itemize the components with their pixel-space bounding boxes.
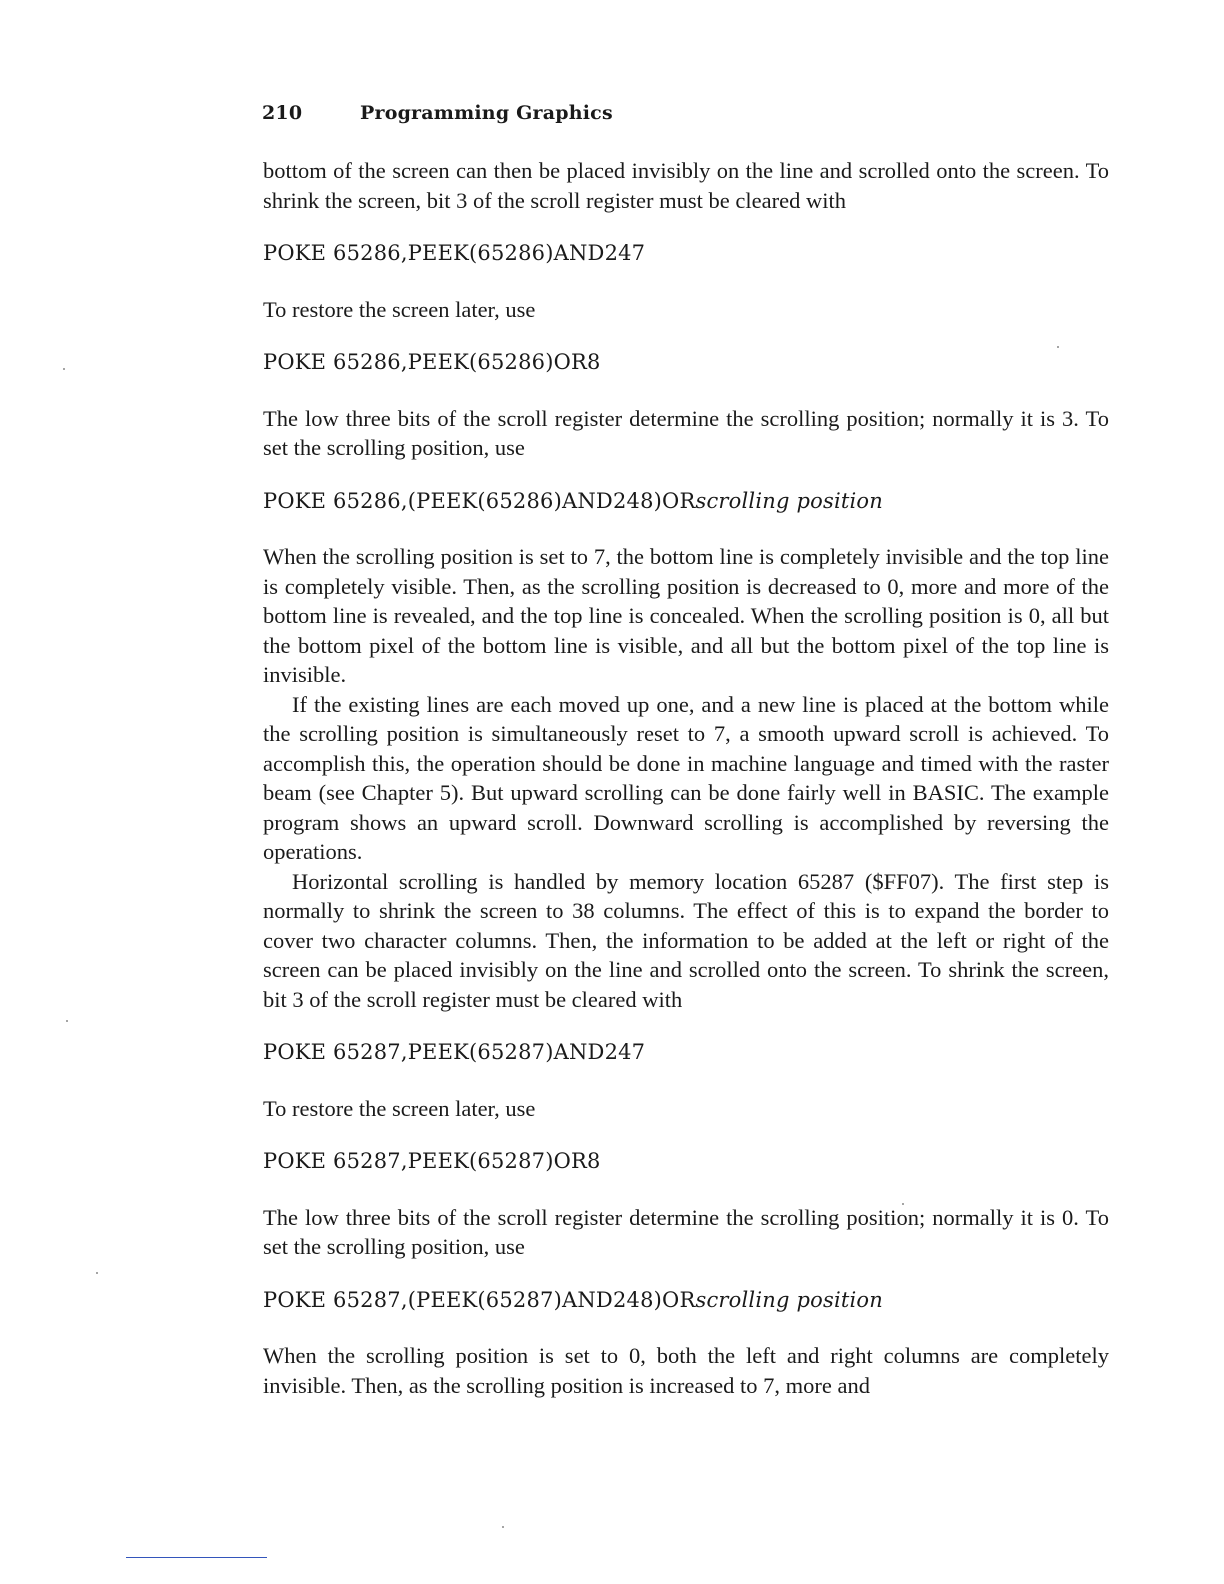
running-title: Programming Graphics bbox=[360, 102, 613, 124]
scan-speck bbox=[1057, 346, 1059, 348]
paragraph: To restore the screen later, use bbox=[263, 1095, 536, 1121]
page-number: 210 bbox=[262, 102, 303, 124]
paragraph: If the existing lines are each moved up one, and a new line is placed at the bottom while the scrolling position is simultaneously reset to 7, a smooth upward scroll is achieved. To accomplish this, the operation should be done in machine language and timed with the raster beam (see Chapter 5). But upward scrolling can be done fairly well in BASIC. The example program shows an upward scroll. Downward scrolling is accomplished by reversing the operations. bbox=[263, 691, 1109, 864]
code-line: POKE 65287,PEEK(65287)OR8 bbox=[263, 1149, 601, 1173]
paragraph: The low three bits of the scroll register determine the scrolling position; normally it is 0. To set the scrolling position, use bbox=[263, 1204, 1109, 1259]
code-line bbox=[263, 1286, 1109, 1316]
paragraph: When the scrolling position is set to 7, the bottom line is completely invisible and the top line is completely visible. Then, as the scrolling position is decreased to 0, more and more of the bottom line is revealed, and the top line is concealed. When the scrolling position is 0, all but the bottom pixel of the bottom line is visible, and all but the bottom pixel of the top line is invisible. bbox=[263, 544, 1109, 687]
paragraph: Horizontal scrolling is handled by memory location 65287 ($FF07). The first step is normally to shrink the screen to 38 columns. The effect of this is to expand the border to cover two character columns. Then, the information to be added at the left or right of the screen can be placed invisibly on the line and scrolled onto the screen. To shrink the screen, bit 3 of the scroll register must be cleared with bbox=[263, 868, 1109, 1012]
code-placeholder: scrolling position bbox=[695, 1287, 883, 1312]
code-text: POKE 65287,(PEEK(65287)AND248)OR bbox=[263, 1287, 696, 1312]
scan-speck bbox=[96, 1272, 98, 1274]
paragraph: To restore the screen later, use bbox=[263, 296, 536, 322]
code-placeholder: scrolling position bbox=[695, 488, 883, 513]
body-text bbox=[263, 156, 1109, 1400]
scan-speck bbox=[66, 1020, 68, 1022]
code-line: POKE 65287,PEEK(65287)AND247 bbox=[263, 1040, 646, 1064]
paragraph: bottom of the screen can then be placed invisibly on the line and scrolled onto the screen. To shrink the screen, bit 3 of the scroll register must be cleared with bbox=[263, 158, 1109, 213]
code-line bbox=[263, 487, 1109, 517]
code-text: POKE 65286,(PEEK(65286)AND248)OR bbox=[263, 488, 696, 513]
scan-speck bbox=[502, 1526, 504, 1528]
code-line: POKE 65286,PEEK(65286)AND247 bbox=[263, 241, 646, 265]
running-header bbox=[262, 102, 613, 124]
paragraph: When the scrolling position is set to 0, both the left and right columns are completely invisible. Then, as the scrolling position is increased to 7, more and bbox=[263, 1343, 1109, 1398]
code-line: POKE 65286,PEEK(65286)OR8 bbox=[263, 350, 601, 374]
paragraph: The low three bits of the scroll register determine the scrolling position; normally it is 3. To set the scrolling position, use bbox=[263, 405, 1109, 460]
scan-speck bbox=[63, 368, 65, 370]
scan-speck bbox=[902, 1203, 904, 1205]
footer-rule bbox=[126, 1557, 267, 1558]
